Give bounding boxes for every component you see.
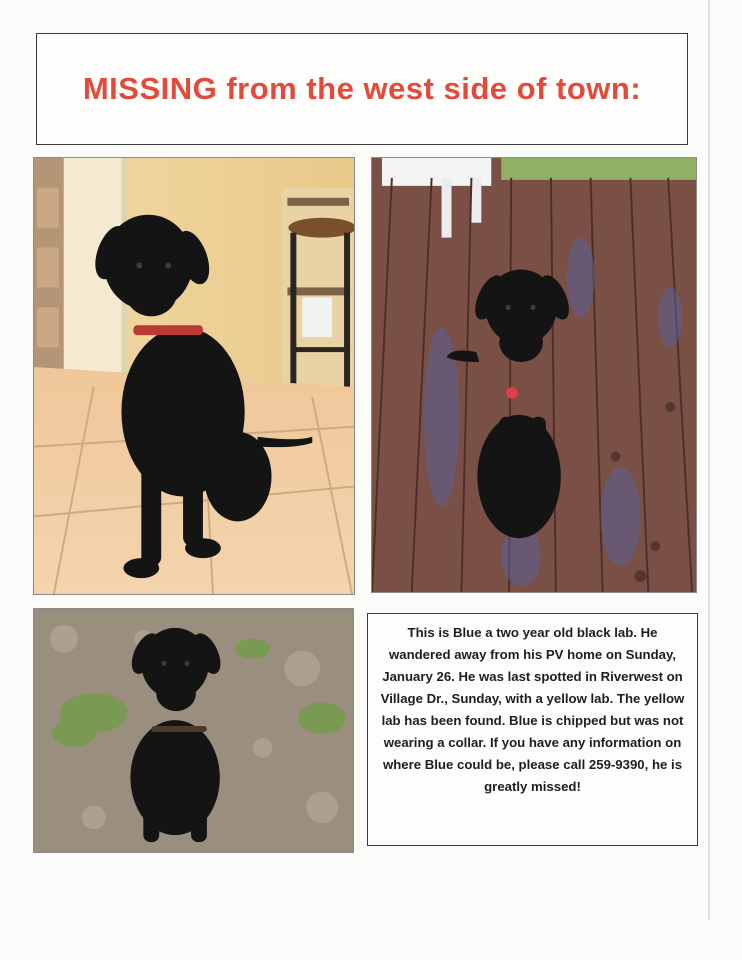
page-edge-shadow (708, 0, 710, 920)
photo-dog-outdoors (33, 608, 354, 853)
description-box (367, 613, 698, 846)
poster-title: MISSING from the west side of town: (82, 71, 642, 106)
dog-outdoors-illustration (34, 609, 353, 852)
photo-dog-on-deck (371, 157, 697, 593)
dog-deck-illustration (372, 158, 696, 592)
missing-dog-description: This is Blue a two year old black lab. He wandered away from his PV home on Sunday, January 26. He was last spotted in Riverwest on Village Dr., Sunday, with a yellow lab. The yellow lab has been found. Blue is chipped but was not wearing a collar. If you have any information on where Blue could be, please call 259-9390, he is greatly missed! (380, 625, 685, 794)
title-box (36, 33, 688, 145)
photo-dog-indoors (33, 157, 355, 595)
dog-indoors-illustration (34, 158, 354, 594)
